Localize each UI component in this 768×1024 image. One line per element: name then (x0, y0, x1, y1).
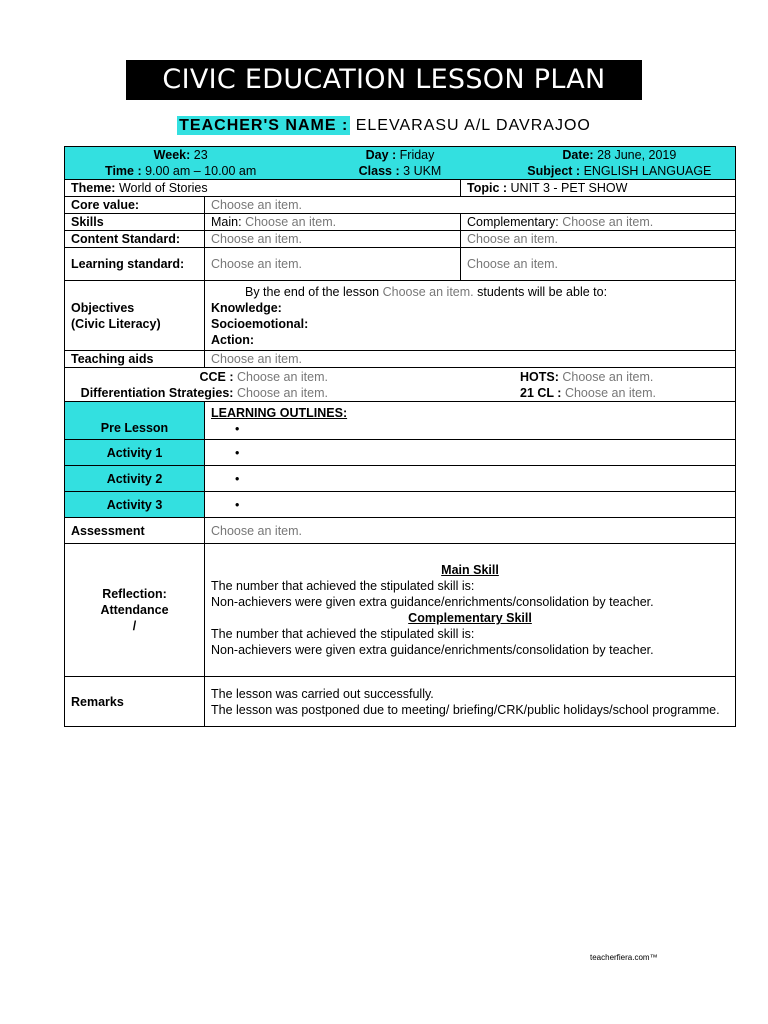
main-skill-cell: Main: Choose an item. (205, 214, 461, 231)
date-field: Date: 28 June, 2019 (562, 148, 677, 162)
objectives-cell: By the end of the lesson Choose an item. students will be able to: Knowledge: Socioemotional: Action: (205, 281, 736, 351)
footer-credit: teacherfiera.com™ (590, 953, 658, 962)
21cl-dropdown[interactable]: Choose an item. (564, 385, 656, 400)
reflection-label: Reflection: Attendance / (65, 544, 205, 677)
activity-3-bullet[interactable]: • (205, 492, 736, 518)
hots-dropdown[interactable]: Choose an item. (562, 369, 654, 384)
remark-success: The lesson was carried out successfully. (211, 686, 434, 701)
time-field: Time : 9.00 am – 10.00 am (105, 164, 257, 178)
reflection-cell (205, 544, 736, 677)
cce-hots-row: CCE : Choose an item. HOTS: Choose an item. Differentiation Strategies: Choose an item. 21 CL : Choose an item. (65, 368, 736, 402)
content-standard-comp-dropdown[interactable]: Choose an item. (461, 231, 736, 248)
learning-standard-comp-dropdown[interactable]: Choose an item. (461, 248, 736, 281)
learning-standard-main-dropdown[interactable]: Choose an item. (205, 248, 461, 281)
socioemotional-label: Socioemotional: (211, 316, 309, 331)
activity-2-bullet[interactable]: • (205, 466, 736, 492)
teacher-line (0, 117, 768, 135)
comp-stipulated-text: The number that achieved the stipulated skill is: (211, 627, 475, 641)
cce-dropdown[interactable]: Choose an item. (236, 369, 328, 384)
week-field: Week: 23 (153, 148, 208, 162)
content-standard-main-dropdown[interactable]: Choose an item. (205, 231, 461, 248)
pre-lesson-cell (205, 402, 736, 440)
theme-cell: Theme: World of Stories (65, 180, 461, 197)
topic-cell: Topic : UNIT 3 - PET SHOW (461, 180, 736, 197)
remarks-cell (205, 677, 736, 727)
remark-postponed: The lesson was postponed due to meeting/ briefing/CRK/public holidays/school programme. (211, 702, 720, 717)
complementary-skill-cell: Complementary: Choose an item. (461, 214, 736, 231)
remarks-label: Remarks (65, 677, 205, 727)
main-skill-heading: Main Skill (441, 563, 499, 577)
pre-lesson-label: Pre Lesson (65, 402, 205, 440)
main-non-achievers-text: Non-achievers were given extra guidance/enrichments/consolidation by teacher. (211, 595, 654, 609)
objectives-label: Objectives (Civic Literacy) (65, 281, 205, 351)
teaching-aids-dropdown[interactable]: Choose an item. (205, 351, 736, 368)
activity-3-label: Activity 3 (65, 492, 205, 518)
main-skill-dropdown[interactable]: Choose an item. (245, 215, 337, 229)
teacher-name: ELEVARASU A/L DAVRAJOO (355, 117, 591, 134)
teaching-aids-label: Teaching aids (65, 351, 205, 368)
day-field: Day : Friday (365, 148, 435, 162)
main-stipulated-text: The number that achieved the stipulated skill is: (211, 579, 475, 593)
complementary-skill-dropdown[interactable]: Choose an item. (562, 215, 654, 229)
content-standard-label: Content Standard: (65, 231, 205, 248)
assessment-dropdown[interactable]: Choose an item. (205, 518, 736, 544)
core-value-dropdown[interactable]: Choose an item. (205, 197, 736, 214)
learning-standard-label: Learning standard: (65, 248, 205, 281)
knowledge-label: Knowledge: (211, 300, 282, 315)
objectives-dropdown[interactable]: Choose an item. (382, 284, 474, 299)
action-label: Action: (211, 332, 255, 347)
teacher-name-label: TEACHER'S NAME : (179, 117, 349, 134)
activity-1-label: Activity 1 (65, 440, 205, 466)
differentiation-dropdown[interactable]: Choose an item. (236, 385, 328, 400)
core-value-label: Core value: (65, 197, 205, 214)
lesson-plan-table (64, 146, 736, 727)
pre-lesson-bullet[interactable]: • (235, 421, 240, 436)
learning-outlines-heading: LEARNING OUTLINES: (211, 405, 348, 420)
page-title: CIVIC EDUCATION LESSON PLAN (126, 60, 642, 100)
complementary-skill-heading: Complementary Skill (408, 611, 532, 625)
comp-non-achievers-text: Non-achievers were given extra guidance/enrichments/consolidation by teacher. (211, 643, 654, 657)
activity-1-bullet[interactable]: • (205, 440, 736, 466)
header-info-row (65, 147, 736, 180)
class-field: Class : 3 UKM (358, 164, 442, 178)
skills-label: Skills (65, 214, 205, 231)
assessment-label: Assessment (65, 518, 205, 544)
activity-2-label: Activity 2 (65, 466, 205, 492)
subject-field: Subject : ENGLISH LANGUAGE (527, 164, 712, 178)
